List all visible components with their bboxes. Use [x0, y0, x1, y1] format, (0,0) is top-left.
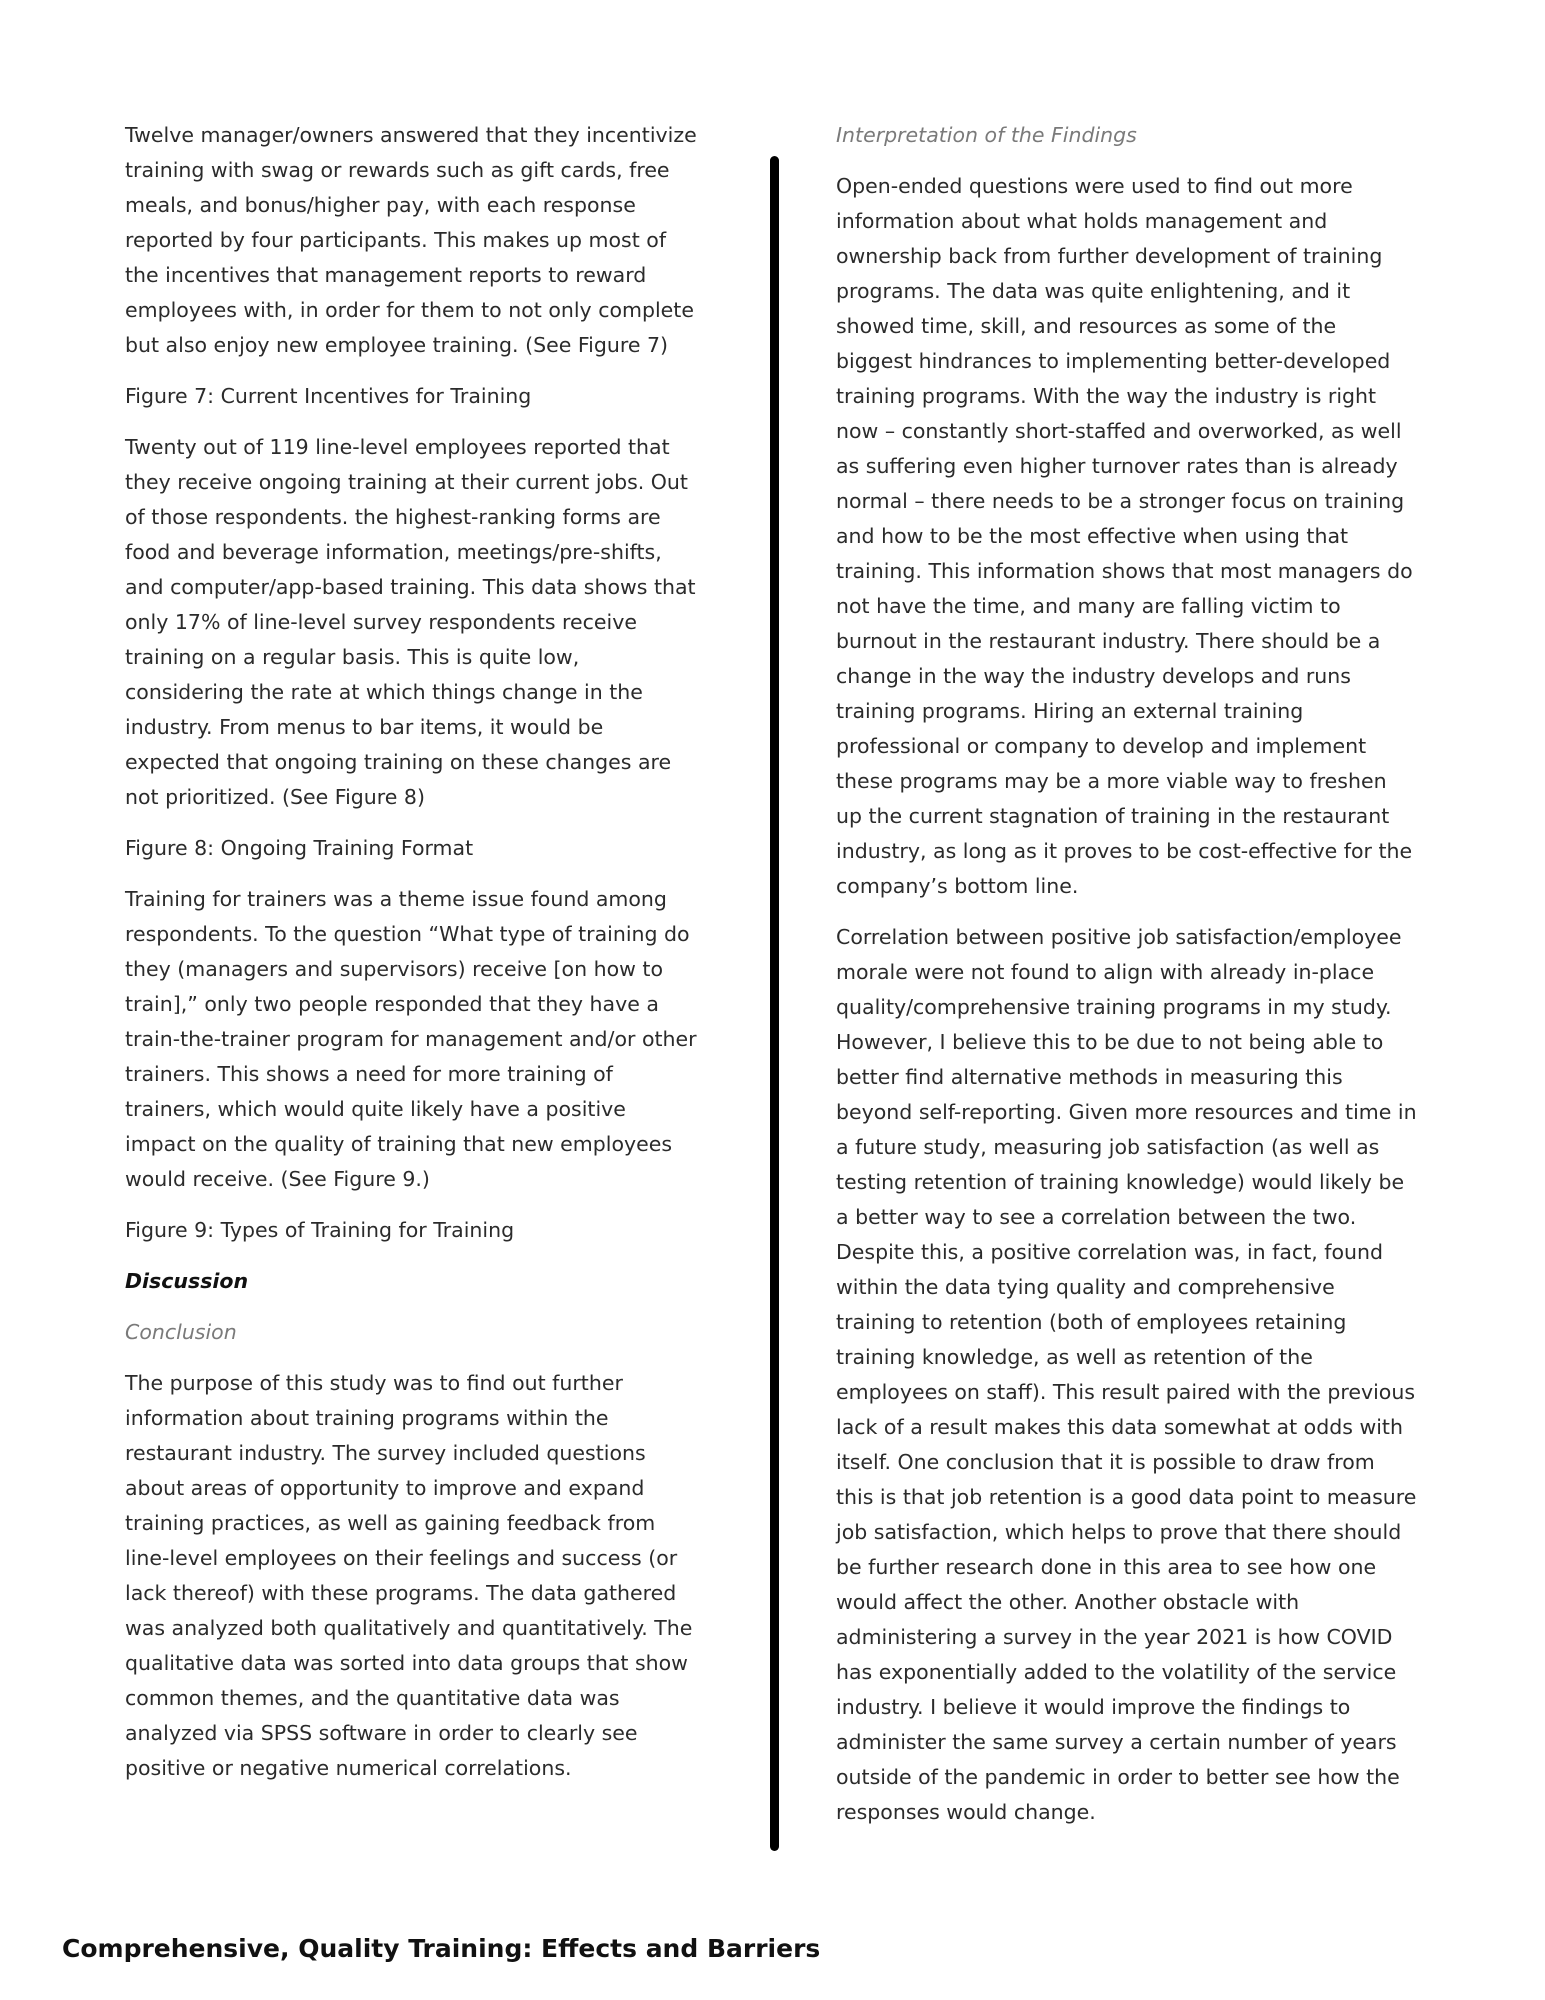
training-for-trainers-paragraph: Training for trainers was a theme issue found among respondents. To the question “What type of training do they (managers and supervisors) receive [on how to train],” only two people responded that they have a train-the-trainer program for management and/or other trainers. This shows a need for more training of trainers, which would quite likely have a positive impact on the quality of training that new employees would receive. (See Figure 9.) [125, 887, 697, 1191]
figure-7-caption: Figure 7: Current Incentives for Training [125, 384, 532, 408]
figure-9-caption: Figure 9: Types of Training for Training [125, 1218, 515, 1242]
conclusion-paragraph: The purpose of this study was to find out further information about training programs within the restaurant industry. The survey included questions about areas of opportunity to improve and expand training practices, as well as gaining feedback from line-level employees on their feelings and success (or lack thereof) with these programs. The data gathered was analyzed both qualitatively and quantitatively. The qualitative data was sorted into data groups that show common themes, and the quantitative data was analyzed via SPSS software in order to clearly see positive or negative numerical correlations. [125, 1371, 693, 1780]
column-divider [770, 156, 779, 1851]
discussion-heading: Discussion [125, 1269, 249, 1293]
ongoing-training-paragraph: Twenty out of 119 line-level employees reported that they receive ongoing training at their current jobs. Out of those respondents. the highest-ranking forms are food and beverage information, meetings/pre-shifts, and computer/app-based training. This data shows that only 17% of line-level survey respondents receive training on a regular basis. This is quite low, considering the rate at which things change in the industry. From menus to bar items, it would be expected that ongoing training on these changes are not prioritized. (See Figure 8) [125, 435, 696, 809]
figure-8-caption: Figure 8: Ongoing Training Format [125, 836, 474, 860]
footer-title: Comprehensive, Quality Training: Effects and Barriers [62, 1934, 821, 1963]
interpretation-paragraph: Open-ended questions were used to find out more information about what holds management and ownership back from further development of training programs. The data was quite enlightening, and it showed time, skill, and resources as some of the biggest hindrances to implementing better-developed training programs. With the way the industry is right now – constantly short-staffed and overworked, as well as suffering even higher turnover rates than is already normal – there needs to be a stronger focus on training and how to be the most effective when using that training. This information shows that most managers do not have the time, and many are falling victim to burnout in the restaurant industry. There should be a change in the way the industry develops and runs training programs. Hiring an external training professional or company to develop and implement these programs may be a more viable way to freshen up the current stagnation of training in the restaurant industry, as long as it proves to be cost-effective for the company’s bottom line. [836, 174, 1413, 898]
incentives-paragraph: Twelve manager/owners answered that they incentivize training with swag or rewards such as gift cards, free meals, and bonus/higher pay, with each response reported by four participants. This makes up most of the incentives that management reports to reward employees with, in order for them to not only complete but also enjoy new employee training. (See Figure 7) [125, 123, 697, 357]
interpretation-heading: Interpretation of the Findings [836, 123, 1137, 147]
right-column [836, 118, 1418, 1846]
left-column [125, 118, 697, 1802]
correlation-paragraph: Correlation between positive job satisfaction/employee morale were not found to align with already in-place quality/comprehensive training programs in my study. However, I believe this to be due to not being able to better find alternative methods in measuring this beyond self-reporting. Given more resources and time in a future study, measuring job satisfaction (as well as testing retention of training knowledge) would likely be a better way to see a correlation between the two. Despite this, a positive correlation was, in fact, found within the data tying quality and comprehensive training to retention (both of employees retaining training knowledge, as well as retention of the employees on staff). This result paired with the previous lack of a result makes this data somewhat at odds with itself. One conclusion that it is possible to draw from this is that job retention is a good data point to measure job satisfaction, which helps to prove that there should be further research done in this area to see how one would affect the other. Another obstacle with administering a survey in the year 2021 is how COVID has exponentially added to the volatility of the service industry. I believe it would improve the findings to administer the same survey a certain number of years outside of the pandemic in order to better see how the responses would change. [836, 925, 1417, 1824]
conclusion-heading: Conclusion [125, 1320, 237, 1344]
